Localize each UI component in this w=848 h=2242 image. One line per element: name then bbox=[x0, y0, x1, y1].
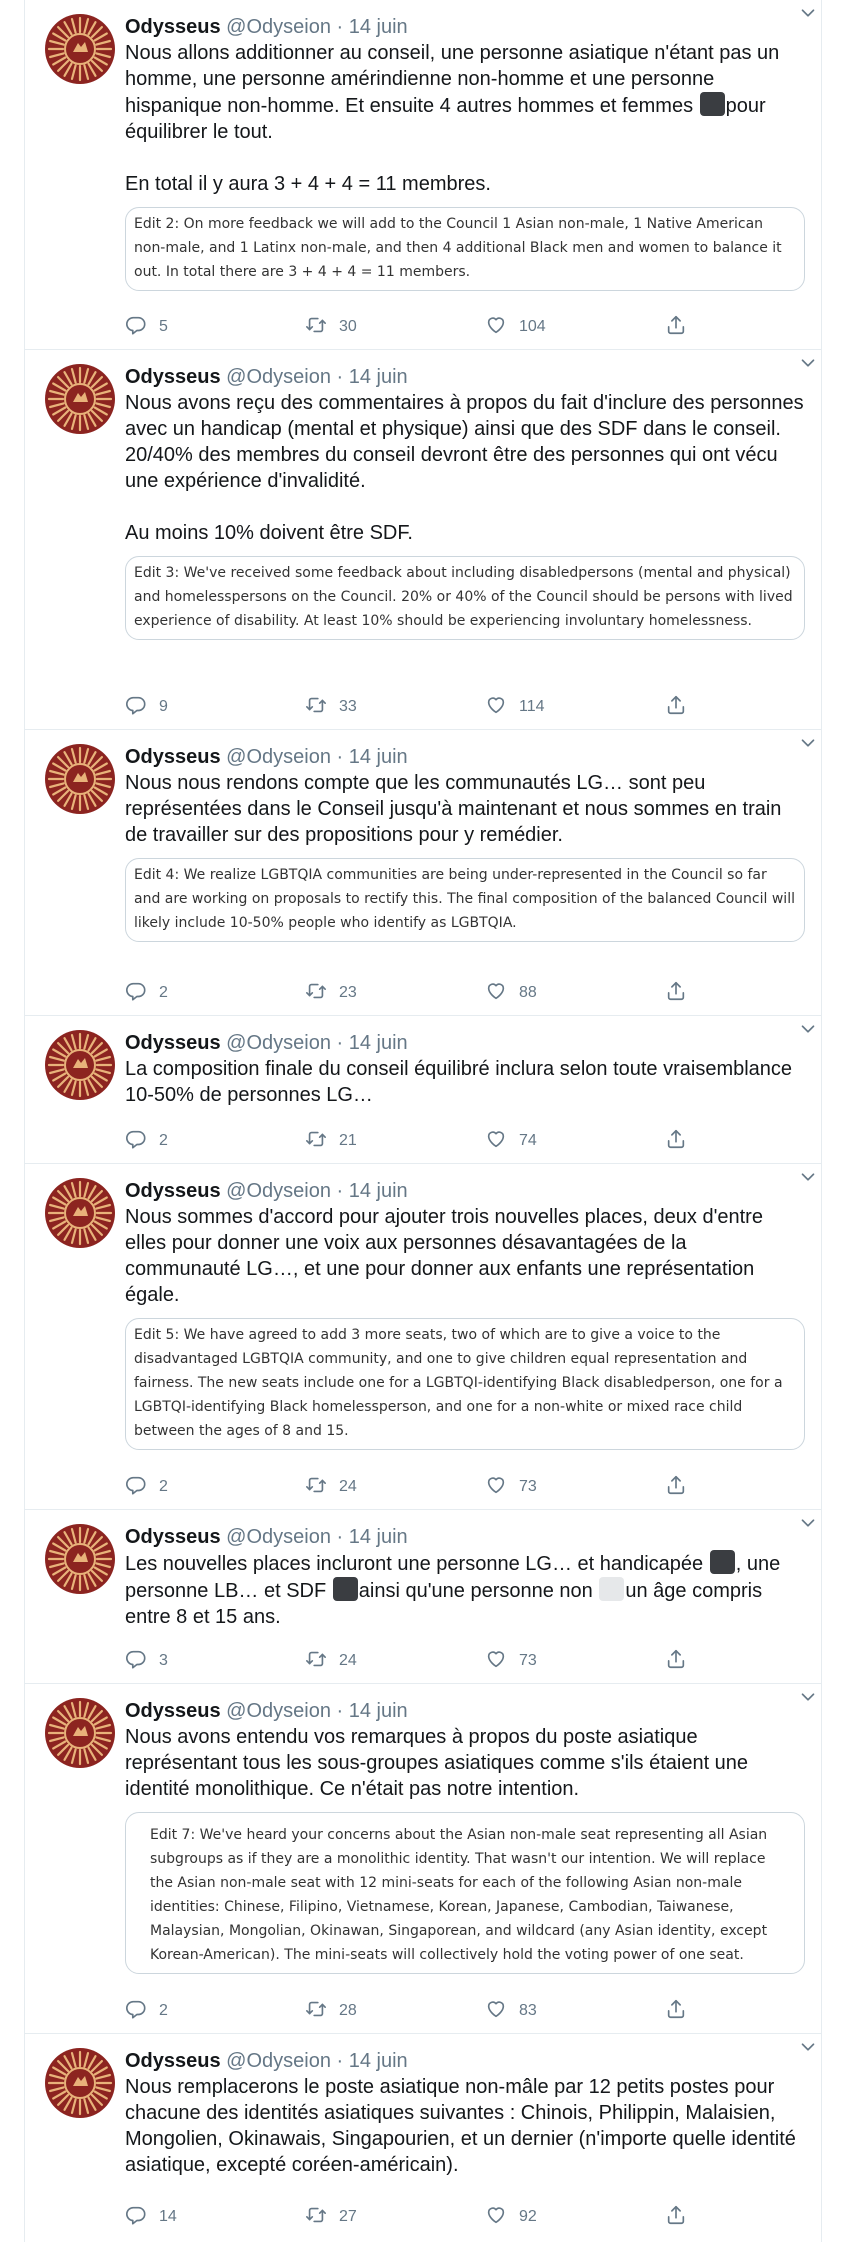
author-handle[interactable]: @Odyseion bbox=[226, 746, 331, 768]
tweet-date[interactable]: · 14 juin bbox=[336, 746, 408, 768]
reply-icon bbox=[125, 314, 159, 341]
share-icon bbox=[665, 1648, 699, 1675]
reply-icon bbox=[125, 1998, 159, 2025]
reply-button[interactable] bbox=[125, 1128, 168, 1154]
heart-icon bbox=[485, 980, 519, 1007]
tweet-actions bbox=[125, 2204, 685, 2230]
share-button[interactable] bbox=[665, 980, 699, 1006]
share-icon bbox=[665, 2204, 699, 2231]
tweet-actions bbox=[125, 1648, 685, 1674]
tweet-header bbox=[125, 1524, 805, 1550]
tweet-actions bbox=[125, 314, 685, 340]
retweet-icon bbox=[305, 1648, 339, 1675]
chevron-down-icon[interactable] bbox=[797, 1686, 819, 1708]
chevron-down-icon[interactable] bbox=[797, 2, 819, 24]
tweet-text bbox=[125, 1550, 805, 1630]
quoted-edit[interactable]: Edit 5: We have agreed to add 3 more seats, two of which are to give a voice to the disadvantaged LGBTQIA community, and one to give children equal representation and fairness. The new seats include one for a LGBTQI-identifying Black disabledperson, one for a LGBTQI-identifying Black homelessperson, and one for a non-white or mixed race child between the ages of 8 and 15. bbox=[125, 1318, 805, 1450]
avatar[interactable] bbox=[45, 1698, 115, 1768]
reply-count: 2 bbox=[159, 984, 168, 1001]
retweet-count: 21 bbox=[339, 1132, 357, 1149]
chevron-down-icon[interactable] bbox=[797, 1512, 819, 1534]
heart-icon bbox=[485, 1474, 519, 1501]
tweet-text-part: un âge compris entre 8 et 15 ans. bbox=[125, 1580, 763, 1628]
share-button[interactable] bbox=[665, 1128, 699, 1154]
like-count: 114 bbox=[519, 698, 545, 715]
reply-button[interactable] bbox=[125, 1474, 168, 1500]
retweet-count: 30 bbox=[339, 318, 357, 335]
reply-icon bbox=[125, 1474, 159, 1501]
retweet-icon bbox=[305, 694, 339, 721]
heart-icon bbox=[485, 2204, 519, 2231]
tweet-date[interactable]: · 14 juin bbox=[336, 16, 408, 38]
author-name[interactable]: Odysseus bbox=[125, 16, 221, 38]
tweet-date[interactable]: · 14 juin bbox=[336, 1032, 408, 1054]
retweet-button[interactable] bbox=[305, 314, 357, 340]
author-handle[interactable]: @Odyseion bbox=[226, 1700, 331, 1722]
chevron-down-icon[interactable] bbox=[797, 732, 819, 754]
reply-button[interactable] bbox=[125, 1648, 168, 1674]
tweet-actions bbox=[125, 694, 685, 720]
tweet-actions bbox=[125, 1128, 685, 1154]
reply-icon bbox=[125, 1648, 159, 1675]
timeline bbox=[24, 0, 822, 2242]
heart-icon bbox=[485, 694, 519, 721]
tweet-text: Nous nous rendons compte que les communautés LG… sont peu représentées dans le Conseil jusqu'à maintenant et nous sommes en train de travailler sur des propositions pour y remédier. bbox=[125, 772, 782, 846]
share-button[interactable] bbox=[665, 1998, 699, 2024]
tweet[interactable] bbox=[25, 1016, 821, 1164]
reply-icon bbox=[125, 1128, 159, 1155]
retweet-button[interactable] bbox=[305, 1998, 357, 2024]
tweet-date[interactable]: · 14 juin bbox=[336, 366, 408, 388]
like-button[interactable] bbox=[485, 1998, 537, 2024]
author-handle[interactable]: @Odyseion bbox=[226, 1526, 331, 1548]
avatar[interactable] bbox=[45, 364, 115, 434]
author-handle[interactable]: @Odyseion bbox=[226, 16, 331, 38]
retweet-icon bbox=[305, 2204, 339, 2231]
like-count: 73 bbox=[519, 1652, 537, 1669]
like-count: 74 bbox=[519, 1132, 537, 1149]
reply-icon bbox=[125, 2204, 159, 2231]
retweet-icon bbox=[305, 314, 339, 341]
like-button[interactable] bbox=[485, 1474, 537, 1500]
heart-icon bbox=[485, 1648, 519, 1675]
reply-icon bbox=[125, 980, 159, 1007]
chevron-down-icon[interactable] bbox=[797, 352, 819, 374]
reply-button[interactable] bbox=[125, 314, 168, 340]
tweet-header bbox=[125, 1698, 805, 1724]
tweet-header bbox=[125, 1178, 805, 1204]
chevron-down-icon[interactable] bbox=[797, 1166, 819, 1188]
tweet-text-part: Nous allons additionner au conseil, une personne asiatique n'étant pas un homme, une personne amérindienne non-homme et une personne hispanique non-homme. Et ensuite 4 autres hommes et femmes bbox=[125, 42, 780, 117]
reply-count: 2 bbox=[159, 1478, 168, 1495]
retweet-icon bbox=[305, 1128, 339, 1155]
quoted-edit[interactable]: Edit 7: We've heard your concerns about the Asian non-male seat representing all Asian subgroups as if they are a monolithic identity. That wasn't our intention. We will replace the Asian non-male seat with 12 mini-seats for each of the following Asian non-male identities: Chinese, Filipino, Vietnamese, Korean, Japanese, Cambodian, Taiwanese, Malaysian, Mongolian, Okinawan, Singaporean, and wildcard (any Asian identity, except Korean-American). The mini-seats will collectively hold the voting power of one seat. bbox=[125, 1812, 805, 1974]
redacted-emoji bbox=[700, 92, 725, 116]
retweet-count: 33 bbox=[339, 698, 357, 715]
retweet-button[interactable] bbox=[305, 2204, 357, 2230]
author-name[interactable]: Odysseus bbox=[125, 1700, 221, 1722]
tweet-actions bbox=[125, 980, 685, 1006]
retweet-count: 24 bbox=[339, 1652, 357, 1669]
reply-icon bbox=[125, 694, 159, 721]
quoted-edit[interactable]: Edit 2: On more feedback we will add to the Council 1 Asian non-male, 1 Native American non-male, and 1 Latinx non-male, and then 4 additional Black men and women to balance it out. In total there are 3 + 4 + 4 = 11 members. bbox=[125, 207, 805, 291]
retweet-button[interactable] bbox=[305, 1128, 357, 1154]
share-icon bbox=[665, 1998, 699, 2025]
avatar[interactable] bbox=[45, 14, 115, 84]
tweet-header bbox=[125, 1030, 805, 1056]
share-button[interactable] bbox=[665, 2204, 699, 2230]
tweet-text: Nous avons entendu vos remarques à propos du poste asiatique représentant tous les sous-groupes asiatiques comme s'ils étaient une identité monolithique. Ce n'était pas notre intention. bbox=[125, 1726, 749, 1800]
like-button[interactable] bbox=[485, 694, 545, 720]
like-button[interactable] bbox=[485, 314, 546, 340]
share-icon bbox=[665, 980, 699, 1007]
like-button[interactable] bbox=[485, 980, 537, 1006]
author-name[interactable]: Odysseus bbox=[125, 366, 221, 388]
reply-button[interactable] bbox=[125, 980, 168, 1006]
author-handle[interactable]: @Odyseion bbox=[226, 366, 331, 388]
tweet[interactable] bbox=[25, 350, 821, 730]
avatar[interactable] bbox=[45, 1030, 115, 1100]
retweet-count: 23 bbox=[339, 984, 357, 1001]
author-handle[interactable]: @Odyseion bbox=[226, 1180, 331, 1202]
chevron-down-icon[interactable] bbox=[797, 1018, 819, 1040]
share-button[interactable] bbox=[665, 1648, 699, 1674]
reply-count: 2 bbox=[159, 2002, 168, 2019]
tweet-text-part: Les nouvelles places incluront une personne LG… et handicapée bbox=[125, 1553, 704, 1575]
retweet-button[interactable] bbox=[305, 1648, 357, 1674]
share-button[interactable] bbox=[665, 1474, 699, 1500]
tweet-header bbox=[125, 364, 805, 390]
tweet-text: Nous avons reçu des commentaires à propos du fait d'inclure des personnes avec un handicap (mental et physique) ainsi que des SDF dans le conseil. 20/40% des membres du conseil devront être des personnes qui ont vécu une expérience d'invalidité. Au moins 10% doivent être SDF. bbox=[125, 392, 804, 544]
retweet-count: 28 bbox=[339, 2002, 357, 2019]
retweet-icon bbox=[305, 980, 339, 1007]
redacted-emoji bbox=[710, 1550, 735, 1574]
retweet-button[interactable] bbox=[305, 980, 357, 1006]
author-name[interactable]: Odysseus bbox=[125, 746, 221, 768]
retweet-icon bbox=[305, 1998, 339, 2025]
share-icon bbox=[665, 694, 699, 721]
author-name[interactable]: Odysseus bbox=[125, 1526, 221, 1548]
tweet-actions bbox=[125, 1474, 685, 1500]
like-count: 83 bbox=[519, 2002, 537, 2019]
tweet-header bbox=[125, 14, 805, 40]
tweet-text-part: , une personne LB… et SDF bbox=[125, 1553, 781, 1602]
tweet[interactable] bbox=[25, 1684, 821, 2034]
retweet-count: 27 bbox=[339, 2208, 357, 2225]
avatar[interactable] bbox=[45, 1178, 115, 1248]
author-name[interactable]: Odysseus bbox=[125, 2050, 221, 2072]
tweet-date[interactable]: · 14 juin bbox=[336, 1526, 408, 1548]
tweet-text: La composition finale du conseil équilibré inclura selon toute vraisemblance 10-50% de personnes LG… bbox=[125, 1058, 793, 1106]
quoted-edit[interactable]: Edit 3: We've received some feedback about including disabledpersons (mental and physical) and homelesspersons on the Council. 20% or 40% of the Council should be persons with lived experience of disability. At least 10% should be experiencing involuntary homelessness. bbox=[125, 556, 805, 640]
retweet-icon bbox=[305, 1474, 339, 1501]
chevron-down-icon[interactable] bbox=[797, 2036, 819, 2058]
retweet-button[interactable] bbox=[305, 1474, 357, 1500]
like-button[interactable] bbox=[485, 2204, 537, 2230]
tweet[interactable] bbox=[25, 1510, 821, 1684]
share-icon bbox=[665, 1474, 699, 1501]
tweet-date[interactable]: · 14 juin bbox=[336, 1180, 408, 1202]
reply-count: 2 bbox=[159, 1132, 168, 1149]
tweet[interactable] bbox=[25, 730, 821, 1016]
reply-button[interactable] bbox=[125, 2204, 177, 2230]
like-count: 73 bbox=[519, 1478, 537, 1495]
tweet-header bbox=[125, 744, 805, 770]
tweet[interactable] bbox=[25, 1164, 821, 1510]
author-handle[interactable]: @Odyseion bbox=[226, 1032, 331, 1054]
tweet-text-part: ainsi qu'une personne non bbox=[358, 1580, 593, 1602]
reply-count: 5 bbox=[159, 318, 168, 335]
author-handle[interactable]: @Odyseion bbox=[226, 2050, 331, 2072]
avatar[interactable] bbox=[45, 2048, 115, 2118]
quoted-edit[interactable]: Edit 4: We realize LGBTQIA communities are being under-represented in the Council so far and are working on proposals to rectify this. The final composition of the balanced Council will likely include 10-50% people who identify as LGBTQIA. bbox=[125, 858, 805, 942]
retweet-button[interactable] bbox=[305, 694, 357, 720]
tweet-text: Nous sommes d'accord pour ajouter trois nouvelles places, deux d'entre elles pour donner une voix aux personnes désavantagées de la communauté LG…, et une pour donner aux enfants une représentation égale. bbox=[125, 1206, 763, 1306]
redacted-emoji bbox=[599, 1577, 624, 1601]
avatar[interactable] bbox=[45, 744, 115, 814]
like-button[interactable] bbox=[485, 1648, 537, 1674]
tweet-date[interactable]: · 14 juin bbox=[336, 2050, 408, 2072]
author-name[interactable]: Odysseus bbox=[125, 1180, 221, 1202]
tweet[interactable] bbox=[25, 0, 821, 350]
retweet-count: 24 bbox=[339, 1478, 357, 1495]
heart-icon bbox=[485, 314, 519, 341]
heart-icon bbox=[485, 1128, 519, 1155]
reply-count: 3 bbox=[159, 1652, 168, 1669]
heart-icon bbox=[485, 1998, 519, 2025]
reply-count: 9 bbox=[159, 698, 168, 715]
tweet-header bbox=[125, 2048, 805, 2074]
share-icon bbox=[665, 1128, 699, 1155]
share-button[interactable] bbox=[665, 694, 699, 720]
reply-count: 14 bbox=[159, 2208, 177, 2225]
tweet-date[interactable]: · 14 juin bbox=[336, 1700, 408, 1722]
author-name[interactable]: Odysseus bbox=[125, 1032, 221, 1054]
redacted-emoji bbox=[333, 1577, 358, 1601]
like-count: 92 bbox=[519, 2208, 537, 2225]
like-button[interactable] bbox=[485, 1128, 537, 1154]
tweet-actions bbox=[125, 1998, 685, 2024]
share-icon bbox=[665, 314, 699, 341]
share-button[interactable] bbox=[665, 314, 699, 340]
tweet-text-part: pour équilibrer le tout. En total il y aura 3 + 4 + 4 = 11 membres. bbox=[125, 95, 766, 195]
tweet[interactable] bbox=[25, 2034, 821, 2242]
tweet-text: Nous remplacerons le poste asiatique non-mâle par 12 petits postes pour chacune des identités asiatiques suivantes : Chinois, Philippin, Malaisien, Mongolien, Okinawais, Singapourien, et un dernier (n'importe quelle identité asiatique, excepté coréen-américain). bbox=[125, 2076, 796, 2176]
like-count: 104 bbox=[519, 318, 546, 335]
reply-button[interactable] bbox=[125, 694, 168, 720]
reply-button[interactable] bbox=[125, 1998, 168, 2024]
like-count: 88 bbox=[519, 984, 537, 1001]
tweet-text bbox=[125, 40, 805, 197]
avatar[interactable] bbox=[45, 1524, 115, 1594]
